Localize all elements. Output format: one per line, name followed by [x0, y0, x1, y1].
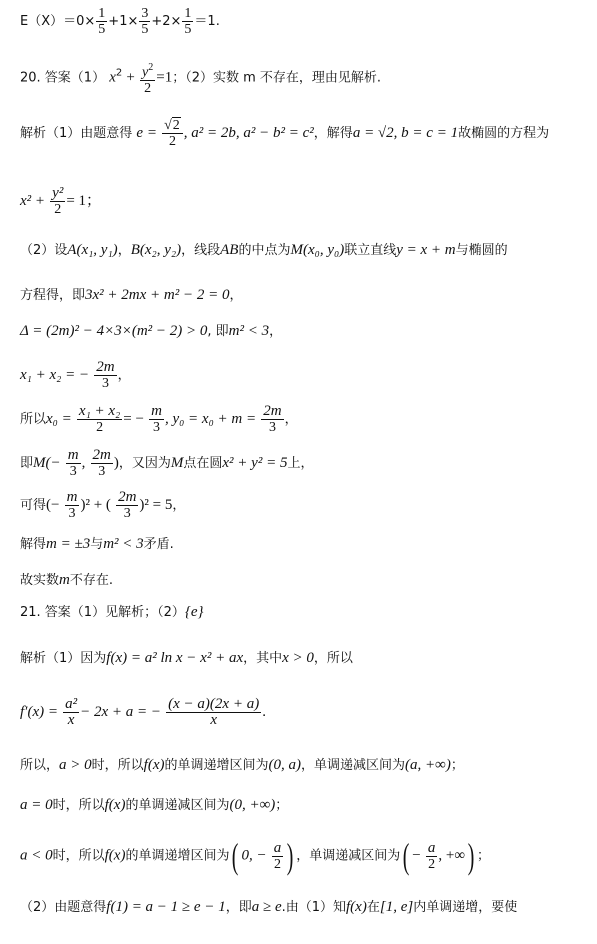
math: f(x) [104, 847, 126, 864]
fraction: $\frac{a}{2}$ [427, 839, 436, 872]
fraction: $\frac{2m}{3}$ [118, 489, 137, 521]
math: Δ = (2m)² − 4×3×(m² − 2) > 0 [20, 323, 208, 339]
math: )² + ( [80, 497, 111, 513]
text: 点在圆 [183, 456, 223, 471]
answer-21 [20, 605, 204, 620]
fraction: $\frac{(x - a)(2x + a)}{x}$ [168, 696, 260, 728]
math: − [412, 847, 421, 864]
fraction: $\frac{\text{a²}}{x}$ [65, 696, 78, 728]
math: , a² = 2b, a² − b² = c² [183, 125, 314, 141]
text: 在 [366, 900, 380, 915]
substitution [20, 490, 185, 521]
text: 与椭圆的 [455, 243, 508, 258]
text: ，即 [225, 900, 252, 915]
fraction: $\frac{1}{5}$ [184, 6, 192, 37]
case-a-negative [20, 838, 490, 874]
text: .由（1）知 [281, 900, 347, 915]
fraction: $\frac{m}{3}$ [66, 489, 78, 521]
math: {e} [184, 604, 204, 620]
fraction: $\frac{m}{3}$ [151, 403, 162, 435]
text: 21. 答案（1）见解析；（2） [20, 605, 185, 620]
math: ) [113, 455, 119, 471]
case-a-zero [20, 798, 288, 813]
text: ，线段 [181, 243, 221, 258]
text: +1× [108, 14, 139, 29]
conclusion-20 [20, 573, 113, 588]
case-a-positive [20, 758, 464, 773]
math: + [126, 69, 135, 86]
math: y = x + m [396, 242, 456, 258]
text: ； [450, 758, 464, 773]
text: ， [284, 412, 298, 427]
text: ，其中 [243, 651, 283, 666]
math: a ≥ e [251, 899, 282, 915]
right-paren: ) [467, 836, 475, 876]
text: 的单调递增区间为 [164, 758, 269, 773]
text: 所以， [20, 758, 60, 773]
text: 与 [90, 537, 104, 552]
text: ， [172, 498, 186, 513]
math: )² = 5 [139, 497, 173, 513]
text: ； [275, 798, 289, 813]
math: , y₀ = x₀ + m = [164, 411, 257, 427]
math: (− [46, 497, 60, 513]
math: x > 0 [282, 650, 314, 666]
fraction: $\frac{√2}{2}$ [162, 118, 183, 149]
math: = 1； [66, 193, 102, 209]
text: +2× [151, 14, 182, 29]
answer-20: 20. 答案（1） $x^2$ + $\frac{y^2}{2}$ =1；（2）实数 m 不存在，理由见解析. [20, 62, 382, 96]
fraction: $\frac{3}{5}$ [141, 6, 149, 37]
midpoint-coords [20, 404, 298, 435]
text: 的中点为 [238, 243, 291, 258]
math: − 2x + a = − [80, 704, 162, 720]
solution-21-1 [20, 651, 353, 666]
text: 不存在. [69, 573, 113, 588]
math: 0, − [241, 847, 267, 864]
math: m² < 3 [103, 536, 144, 552]
left-paren: ( [232, 836, 239, 876]
text: ， [229, 288, 243, 303]
math: 3x² + 2mx + m² − 2 = 0 [85, 287, 230, 303]
text: 内单调递增，要使 [413, 900, 518, 915]
text: 时，所以 [52, 848, 105, 864]
text: 故椭圆的方程为 [458, 126, 550, 141]
fraction: $\frac{2m}{3}$ [96, 359, 115, 391]
math: a = 0 [20, 797, 53, 813]
math: a = √2, b = c = 1 [352, 125, 459, 141]
discriminant [20, 324, 282, 339]
text: 时，所以 [91, 758, 144, 773]
text: 即 [20, 456, 34, 471]
math: m² < 3 [228, 323, 270, 339]
text: ，单调递减区间为 [301, 758, 406, 773]
math: f′(x) = [20, 704, 58, 720]
math: f(1) = a − 1 ≥ e − 1 [106, 899, 226, 915]
text: ，所以 [313, 651, 353, 666]
text: ，解得 [313, 126, 353, 141]
sum-of-roots [20, 360, 131, 391]
derivative [20, 697, 266, 728]
math: x₁ + x₂ = − [20, 367, 90, 383]
text: 可得 [20, 498, 47, 513]
ellipse-equation [20, 186, 101, 217]
fraction: $\frac{\text{y²}}{2}$ [52, 185, 64, 217]
fraction: $\frac{2m}{3}$ [263, 403, 282, 435]
math: m [59, 572, 70, 588]
text: 上， [287, 456, 314, 471]
text: ； [477, 848, 491, 864]
math: x₀ = [46, 411, 72, 427]
math: = − [123, 411, 144, 427]
math: , +∞ [438, 847, 466, 864]
math: (a, +∞) [405, 757, 451, 773]
math: A(x₁, y₁) [67, 242, 118, 258]
text: 解得 [20, 537, 47, 552]
text: 的单调递增区间为 [125, 848, 230, 864]
math: x² + y² = 5 [222, 455, 288, 471]
text: ；（2）实数 m 不存在，理由见解析. [172, 70, 382, 86]
text: （2）设 [20, 243, 68, 258]
text: 方程得，即 [20, 288, 86, 303]
math: , [81, 455, 86, 471]
part2-setup [20, 243, 508, 258]
math: M(x₀, y₀) [290, 242, 345, 258]
math: a < 0 [20, 847, 53, 864]
math: f(x) [346, 899, 367, 915]
text: 所以 [20, 412, 47, 427]
math: M [170, 455, 184, 471]
math: x [109, 69, 116, 86]
fraction: $\frac{1}{5}$ [98, 6, 106, 37]
text: （2）由题意得 [20, 900, 107, 915]
text: 联立直线 [344, 243, 397, 258]
text: ，单调递减区间为 [296, 848, 401, 864]
expectation-line [20, 6, 220, 37]
text: 矛盾. [143, 537, 174, 552]
text: ， [117, 243, 131, 258]
quadratic-equation [20, 288, 243, 303]
math: f(x) = a² ln x − x² + ax [106, 650, 244, 666]
text: 时，所以 [52, 798, 105, 813]
math: m = ±3 [46, 536, 91, 552]
text: ＝1. [194, 14, 220, 29]
math: e = [136, 125, 157, 141]
math: B(x₂, y₂) [130, 242, 182, 258]
point-on-circle [20, 448, 313, 479]
left-paren: ( [402, 836, 410, 876]
text: 解析（1）由题意得 [20, 126, 133, 141]
math: (0, +∞) [229, 797, 276, 813]
solution-1 [20, 118, 549, 149]
fraction: $\frac{a}{2}$ [273, 839, 282, 872]
fraction: $\frac{y^2}{2}$ [142, 62, 154, 96]
text: 解析（1）因为 [20, 651, 107, 666]
fraction: $\frac{\text{x₁ + x₂}}{2}$ [78, 403, 121, 435]
math: M(− [33, 455, 61, 471]
math: . [262, 704, 266, 720]
math: a > 0 [59, 757, 92, 773]
fraction: $\frac{2m}{3}$ [92, 447, 111, 479]
math: [1, e] [379, 899, 414, 915]
text: E（X）＝0× [20, 14, 96, 29]
math: f(x) [104, 797, 126, 813]
text: ，又因为 [118, 456, 171, 471]
right-paren: ) [286, 836, 294, 876]
contradiction [20, 537, 174, 552]
math: (0, a) [268, 757, 301, 773]
text: 的单调递减区间为 [125, 798, 230, 813]
text: ， [269, 324, 283, 339]
fraction: $\frac{m}{3}$ [67, 447, 79, 479]
math: f(x) [143, 757, 165, 773]
text: ， [117, 368, 131, 383]
math: =1 [156, 69, 173, 86]
part2-21 [20, 900, 517, 915]
math: AB [220, 242, 239, 258]
text: , 即 [207, 324, 229, 339]
math: x² + [20, 193, 46, 209]
text: 20. 答案（1） [20, 70, 106, 86]
text: 故实数 [20, 573, 60, 588]
